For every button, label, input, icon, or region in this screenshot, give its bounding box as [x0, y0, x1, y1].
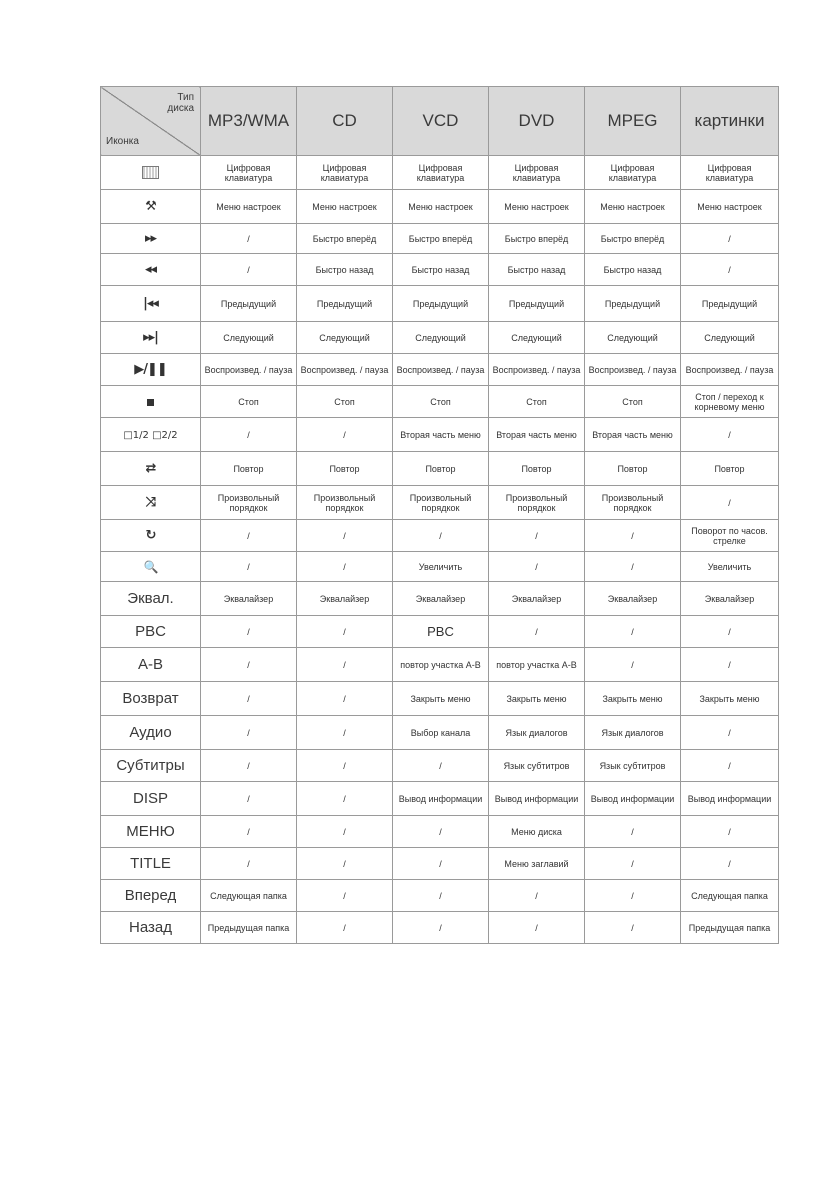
table-cell: Язык субтитров [585, 750, 681, 782]
forward-label [101, 880, 201, 912]
table-cell: / [201, 782, 297, 816]
table-cell: Воспроизвед. / пауза [489, 354, 585, 386]
table-cell: Меню настроек [489, 190, 585, 224]
table-cell: / [201, 552, 297, 582]
tools-symbol: ⚒ [145, 199, 156, 214]
table-cell: / [681, 648, 779, 682]
table-row [101, 156, 779, 190]
table-cell: Повтор [297, 452, 393, 486]
table-cell: Меню настроек [201, 190, 297, 224]
disc-type-line2: диска [167, 103, 194, 114]
table-cell: / [489, 520, 585, 552]
table-cell: / [297, 648, 393, 682]
table-cell: / [297, 912, 393, 944]
menu-page-symbol: □1/2 □2/2 [123, 429, 178, 441]
table-cell: / [297, 418, 393, 452]
table-row [101, 452, 779, 486]
table-cell: Язык диалогов [585, 716, 681, 750]
table-cell: Предыдущий [201, 286, 297, 322]
table-cell: Быстро назад [585, 254, 681, 286]
table-cell: Следующий [297, 322, 393, 354]
repeat-icon [101, 452, 201, 486]
back-symbol: Назад [129, 918, 172, 936]
table-cell: Цифровая клавиатура [681, 156, 779, 190]
subtitles-symbol: Субтитры [116, 756, 185, 774]
table-cell: / [393, 880, 489, 912]
table-cell: / [585, 648, 681, 682]
column-header-cd: CD [297, 87, 393, 156]
audio-symbol: Аудио [129, 723, 172, 741]
table-cell: Эквалайзер [393, 582, 489, 616]
next-track-icon [101, 322, 201, 354]
table-cell: Следующая папка [681, 880, 779, 912]
table-cell: Быстро назад [297, 254, 393, 286]
table-row [101, 848, 779, 880]
table-cell: Воспроизвед. / пауза [681, 354, 779, 386]
table-cell: Воспроизвед. / пауза [393, 354, 489, 386]
table-cell: / [585, 848, 681, 880]
table-row [101, 912, 779, 944]
return-label [101, 682, 201, 716]
stop-glyph [147, 399, 154, 406]
ab-label [101, 648, 201, 682]
table-cell: Вывод информации [585, 782, 681, 816]
table-cell: Эквалайзер [489, 582, 585, 616]
table-cell: / [681, 224, 779, 254]
table-cell: / [201, 418, 297, 452]
table-row [101, 750, 779, 782]
table-cell: Язык субтитров [489, 750, 585, 782]
table-cell: / [681, 750, 779, 782]
table-cell: Произвольный порядкок [585, 486, 681, 520]
table-cell: Следующий [585, 322, 681, 354]
table-cell: Повтор [393, 452, 489, 486]
table-row [101, 224, 779, 254]
table-cell: Выбор канала [393, 716, 489, 750]
table-cell: Следующий [681, 322, 779, 354]
table-cell: Повтор [201, 452, 297, 486]
table-cell: Меню настроек [585, 190, 681, 224]
table-cell: / [681, 816, 779, 848]
table-cell: / [201, 520, 297, 552]
table-row [101, 286, 779, 322]
table-cell: / [393, 520, 489, 552]
table-cell: / [201, 648, 297, 682]
table-cell: Следующий [201, 322, 297, 354]
table-row [101, 322, 779, 354]
table-cell: / [297, 552, 393, 582]
table-cell: / [297, 750, 393, 782]
table-row [101, 190, 779, 224]
ab-symbol: A-B [137, 655, 163, 673]
column-header-pictures: картинки [681, 87, 779, 156]
table-cell: Быстро назад [393, 254, 489, 286]
table-cell: / [585, 552, 681, 582]
table-cell: Стоп / переход к корневому меню [681, 386, 779, 418]
table-cell: Эквалайзер [297, 582, 393, 616]
table-cell: Предыдущая папка [681, 912, 779, 944]
shuffle-icon [101, 486, 201, 520]
next-track-symbol: ▸▸| [143, 330, 158, 345]
table-row [101, 716, 779, 750]
table-cell: Следующий [489, 322, 585, 354]
table-cell: / [201, 716, 297, 750]
table-cell: повтор участка A-B [393, 648, 489, 682]
table-row [101, 816, 779, 848]
table-cell: Воспроизвед. / пауза [297, 354, 393, 386]
table-row [101, 386, 779, 418]
rewind-icon [101, 254, 201, 286]
play-pause-icon [101, 354, 201, 386]
table-cell: Произвольный порядкок [489, 486, 585, 520]
table-cell: PBC [393, 616, 489, 648]
table-cell: Быстро вперёд [489, 224, 585, 254]
column-header-mp3: MP3/WMA [201, 87, 297, 156]
table-cell: Увеличить [393, 552, 489, 582]
table-cell: / [681, 486, 779, 520]
table-row [101, 520, 779, 552]
table-cell: Вторая часть меню [585, 418, 681, 452]
table-cell: Стоп [393, 386, 489, 418]
table-cell: Цифровая клавиатура [297, 156, 393, 190]
table-cell: Следующий [393, 322, 489, 354]
table-cell: Закрыть меню [681, 682, 779, 716]
table-cell: / [585, 816, 681, 848]
back-label [101, 912, 201, 944]
table-row [101, 354, 779, 386]
column-header-dvd: DVD [489, 87, 585, 156]
table-cell: / [681, 848, 779, 880]
table-cell: / [393, 750, 489, 782]
table-cell: Предыдущий [489, 286, 585, 322]
menu-page-icon [101, 418, 201, 452]
table-cell: / [201, 750, 297, 782]
table-cell: / [201, 848, 297, 880]
table-cell: Стоп [201, 386, 297, 418]
table-cell: Цифровая клавиатура [489, 156, 585, 190]
table-cell: Вывод информации [393, 782, 489, 816]
table-cell: Эквалайзер [681, 582, 779, 616]
audio-label [101, 716, 201, 750]
table-cell: / [393, 848, 489, 880]
table-cell: / [585, 520, 681, 552]
previous-track-icon [101, 286, 201, 322]
table-cell: / [297, 848, 393, 880]
table-cell: Цифровая клавиатура [393, 156, 489, 190]
table-cell: Стоп [489, 386, 585, 418]
table-cell: / [585, 880, 681, 912]
table-cell: Вторая часть меню [489, 418, 585, 452]
table-cell: Цифровая клавиатура [201, 156, 297, 190]
equalizer-label [101, 582, 201, 616]
forward-symbol: Вперед [124, 886, 177, 904]
title-label [101, 848, 201, 880]
table-cell: / [489, 912, 585, 944]
tools-icon [101, 190, 201, 224]
table-cell: / [393, 816, 489, 848]
table-cell: Меню настроек [681, 190, 779, 224]
table-cell: Быстро вперёд [585, 224, 681, 254]
table-cell: / [489, 616, 585, 648]
corner-header [101, 87, 201, 156]
table-cell: / [297, 682, 393, 716]
table-cell: Произвольный порядкок [297, 486, 393, 520]
function-table [100, 86, 779, 944]
disp-label [101, 782, 201, 816]
table-cell: / [297, 816, 393, 848]
table-cell: Повтор [585, 452, 681, 486]
table-cell: Закрыть меню [393, 682, 489, 716]
table-row [101, 880, 779, 912]
table-cell: Эквалайзер [585, 582, 681, 616]
table-cell: Увеличить [681, 552, 779, 582]
table-cell: Вывод информации [489, 782, 585, 816]
table-cell: Повтор [489, 452, 585, 486]
table-cell: / [585, 912, 681, 944]
table-cell: / [297, 716, 393, 750]
table-row [101, 582, 779, 616]
stop-icon [101, 386, 201, 418]
column-header-mpeg: MPEG [585, 87, 681, 156]
subtitles-label [101, 750, 201, 782]
table-cell: / [297, 880, 393, 912]
table-cell: / [681, 254, 779, 286]
table-row [101, 254, 779, 286]
table-cell: Язык диалогов [489, 716, 585, 750]
table-cell: Воспроизвед. / пауза [585, 354, 681, 386]
table-cell: Быстро назад [489, 254, 585, 286]
table-cell: Поворот по часов. стрелке [681, 520, 779, 552]
zoom-icon [101, 552, 201, 582]
table-cell: Воспроизвед. / пауза [201, 354, 297, 386]
header-row [101, 87, 779, 156]
table-cell: Меню настроек [393, 190, 489, 224]
table-body [101, 156, 779, 944]
repeat-symbol: ⇄ [145, 461, 156, 476]
disc-type-line1: Тип [177, 92, 194, 103]
table-cell: / [681, 716, 779, 750]
table-cell: Быстро вперёд [393, 224, 489, 254]
table-cell: Закрыть меню [585, 682, 681, 716]
table-cell: Быстро вперёд [297, 224, 393, 254]
table-cell: Цифровая клавиатура [585, 156, 681, 190]
table-cell: Эквалайзер [201, 582, 297, 616]
table-row [101, 782, 779, 816]
menu-label [101, 816, 201, 848]
column-header-vcd: VCD [393, 87, 489, 156]
table-cell: / [201, 254, 297, 286]
table-cell: Повтор [681, 452, 779, 486]
table-cell: / [681, 616, 779, 648]
table-cell: / [201, 224, 297, 254]
table-cell: / [201, 816, 297, 848]
table-row [101, 648, 779, 682]
play-pause-symbol: ▶/❚❚ [134, 362, 167, 377]
table-cell: / [489, 880, 585, 912]
rotate-symbol: ↻ [145, 528, 156, 543]
keypad-icon [101, 156, 201, 190]
keypad-glyph [142, 166, 159, 179]
table-cell: / [393, 912, 489, 944]
table-cell: / [681, 418, 779, 452]
table-cell: / [297, 520, 393, 552]
table-cell: / [297, 782, 393, 816]
table-row [101, 486, 779, 520]
zoom-symbol: 🔍 [143, 559, 158, 574]
table-cell: Предыдущий [297, 286, 393, 322]
icon-column-label: Иконка [106, 136, 139, 147]
table-cell: Вторая часть меню [393, 418, 489, 452]
pbc-symbol: PBC [135, 622, 166, 640]
pbc-label [101, 616, 201, 648]
table-cell: / [489, 552, 585, 582]
table-cell: / [585, 616, 681, 648]
table-row [101, 418, 779, 452]
table-cell: / [297, 616, 393, 648]
title-symbol: TITLE [130, 854, 171, 872]
table-cell: Стоп [297, 386, 393, 418]
table-cell: Стоп [585, 386, 681, 418]
table-row [101, 682, 779, 716]
previous-track-symbol: |◂◂ [143, 296, 158, 311]
table-cell: Предыдущий [393, 286, 489, 322]
fast-forward-symbol: ▸▸ [144, 231, 157, 246]
table-cell: / [201, 616, 297, 648]
disc-type-label [167, 92, 194, 114]
shuffle-symbol: ⤨ [145, 495, 156, 510]
menu-symbol: МЕНЮ [126, 822, 175, 840]
return-symbol: Возврат [122, 689, 179, 707]
disp-symbol: DISP [132, 789, 168, 807]
table-cell: повтор участка A-B [489, 648, 585, 682]
table-cell: Предыдущий [585, 286, 681, 322]
table-cell: Вывод информации [681, 782, 779, 816]
table-cell: Произвольный порядкок [393, 486, 489, 520]
table-cell: Меню заглавий [489, 848, 585, 880]
table-cell: / [201, 682, 297, 716]
table-cell: Предыдущий [681, 286, 779, 322]
table-row [101, 616, 779, 648]
rewind-symbol: ◂◂ [144, 262, 157, 277]
equalizer-symbol: Эквал. [127, 589, 174, 607]
table-cell: Закрыть меню [489, 682, 585, 716]
fast-forward-icon [101, 224, 201, 254]
table-cell: Следующая папка [201, 880, 297, 912]
table-cell: Предыдущая папка [201, 912, 297, 944]
rotate-icon [101, 520, 201, 552]
table-cell: Меню диска [489, 816, 585, 848]
table-cell: Меню настроек [297, 190, 393, 224]
table-cell: Произвольный порядкок [201, 486, 297, 520]
table-row [101, 552, 779, 582]
